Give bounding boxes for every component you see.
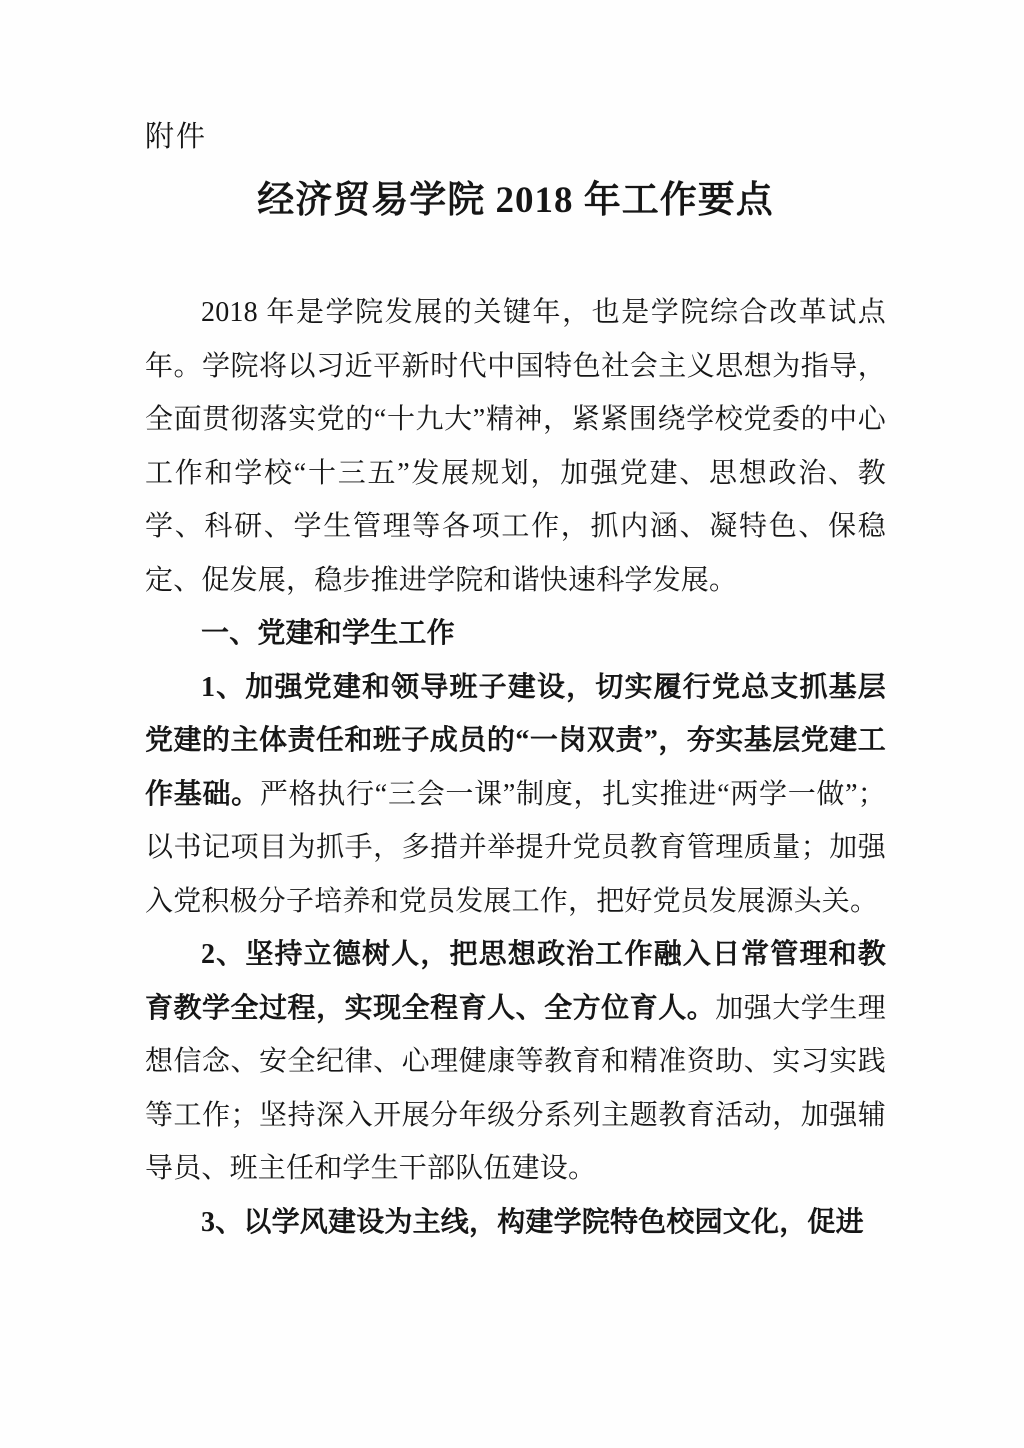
bold-text-run: 3、以学风建设为主线，构建学院特色校园文化，促进 bbox=[201, 1206, 864, 1238]
text-run: 加强大学生理想信念、安全纪律、心理健康等教育和精准资助、实习实践等工作；坚持深入开展分年级分系列主题教育活动，加强辅导员、班主任和学生干部队伍建设。 bbox=[145, 992, 886, 1184]
body-paragraph bbox=[145, 286, 886, 607]
attachment-label: 附件 bbox=[145, 121, 208, 153]
bold-text-run: 一、党建和学生工作 bbox=[201, 618, 455, 649]
bold-text-run: 1、加强党建和领导班子建设，切实履行党总支抓基层党建的主体责任和班子成员的“一岗双责”，夯实基层党建工作基础。 bbox=[145, 671, 886, 810]
body-paragraph bbox=[145, 1196, 886, 1250]
document-body bbox=[145, 286, 886, 1249]
document-title: 经济贸易学院 2018 年工作要点 bbox=[257, 180, 774, 221]
bold-text-run: 2、坚持立德树人，把思想政治工作融入日常管理和教育教学全过程，实现全程育人、全方位育人。 bbox=[145, 939, 886, 1024]
text-run: 严格执行“三会一课”制度，扎实推进“两学一做”；以书记项目为抓手，多措并举提升党员教育管理质量；加强入党积极分子培养和党员发展工作，把好党员发展源头关。 bbox=[145, 778, 886, 917]
section-heading bbox=[145, 607, 886, 661]
body-paragraph bbox=[145, 928, 886, 1196]
body-paragraph bbox=[145, 661, 886, 929]
text-run: 2018 年是学院发展的关键年，也是学院综合改革试点年。学院将以习近平新时代中国特色社会主义思想为指导，全面贯彻落实党的“十九大”精神，紧紧围绕学校党委的中心工作和学校“十三五”发展规划，加强党建、思想政治、教学、科研、学生管理等各项工作，抓内涵、凝特色、保稳定、促发展，稳步推进学院和谐快速科学发展。 bbox=[145, 297, 886, 596]
